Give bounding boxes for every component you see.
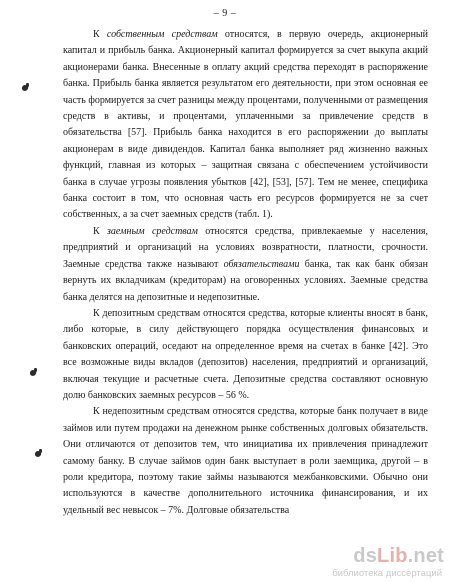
watermark-subtitle: библиотека диссертаций [332,568,442,579]
term-own-funds: собственным средствам [106,29,218,40]
term-obligations: обязательствами [223,258,300,270]
paragraph-own-funds [63,27,428,224]
term-borrowed-funds: заемным средствам [107,225,198,237]
document-body [63,27,428,519]
paragraph-text: банка, так как банк обязан вернуть их вкладчикам (кредиторам) на оговоренных условиях. Заемные средства банка делятся на депозитные и недепозитные. [63,258,428,303]
paragraph-borrowed-funds [63,224,428,306]
watermark-logo: dsLib.net [353,545,444,567]
paragraph-lead: К [93,29,107,40]
watermark [324,545,444,579]
paragraph-non-deposit-funds: К недепозитным средствам относятся средства, которые банк получает в виде займов или путем продажи на денежном рынке собственных долговых обязательств. Они отличаются от депозитов тем, что инициатива их привлечения принадлежит самому банку. В случае займов один банк выступает в роли заемщика, другой – в роли кредитора, поэтому такие займы называются межбанковскими. Обычно они используются в качестве дополнительного источника финансирования, и их удельный вес невысок – 7%. Долговые обязательства [63,406,428,516]
page-number: – 9 – [213,8,237,19]
paragraph-text: относятся, в первую очередь, акционерный капитал и прибыль банка. Акционерный капитал формируется за счет выкупа акций акционерами банка. Внесенные в оплату акций средства переходят в распоряжение банка. Прибыль банка является результатом его деятельности, при этом основная ее часть формируется за счет разницы между процентами, полученными от размещения средств в активы, и процентами, уплаченными за привлечение средств в обязательства [57]. Прибыль банка находится в его распоряжении до выплаты акционерам в виде дивидендов. Капитал банка выполняет ряд жизненно важных функций, главная из которых – защитная связана с обеспечением устойчивости банка в случае угрозы появления убытков [42], [53], [57]. Тем не менее, специфика банка состоит в том, что основная часть его ресурсов формируется не за счет собственных, а за счет заемных средств (табл. 1). [63,29,428,221]
paragraph-lead: К [93,225,108,237]
paragraph-deposit-funds: К депозитным средствам относятся средства, которые клиенты вносят в банк, либо которые, в силу действующего порядка осуществления финансовых и банковских операций, оседают на определенное время на счетах в банке [42]. Это все возможные виды вкладов (депозитов) населения, предприятий и организаций, включая текущие и расчетные счета. Депозитные средства составляют основную долю банковских заемных ресурсов – 56 %. [63,307,428,401]
paragraph-text: относятся средства, привлекаемые у населения, предприятий и организаций на условиях возвратности, платности, срочности. Заемные средства также называют [63,225,429,270]
